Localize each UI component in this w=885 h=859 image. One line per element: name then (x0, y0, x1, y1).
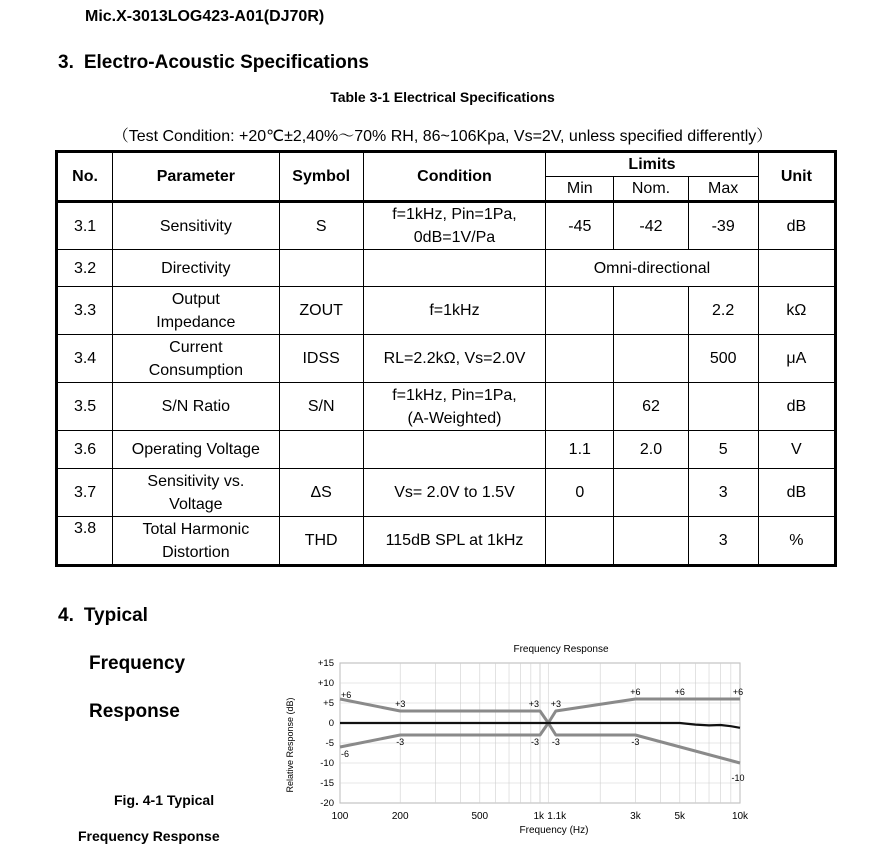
frequency-response-chart (276, 638, 756, 838)
section-4-title: Typical (83, 605, 148, 626)
limit-label: +6 (674, 687, 685, 697)
header-limits: Limits (546, 152, 759, 177)
cell-max: 2.2 (688, 287, 758, 335)
cell-parameter: Directivity (113, 250, 279, 287)
header-nom: Nom. (614, 177, 688, 202)
section-3-heading (58, 52, 369, 74)
x-tick-label: 200 (391, 811, 409, 822)
limit-label: +6 (341, 690, 352, 700)
cell-condition (363, 431, 545, 469)
y-tick-label: -15 (320, 778, 334, 789)
document-id: Mic.X-3013LOG423-A01(DJ70R) (85, 8, 325, 25)
cell-nom (614, 287, 688, 335)
cell-no: 3.8 (57, 517, 113, 566)
x-tick-label: 500 (471, 811, 489, 822)
cell-unit: dB (758, 469, 835, 517)
table-row (57, 250, 836, 287)
limit-label: -3 (396, 737, 405, 747)
y-tick-label: +5 (323, 698, 334, 709)
cell-condition: f=1kHz, Pin=1Pa, 0dB=1V/Pa (363, 202, 545, 250)
cell-min: -45 (546, 202, 614, 250)
y-tick-label: 0 (328, 718, 334, 729)
cell-condition: RL=2.2kΩ, Vs=2.0V (363, 335, 545, 383)
section-4-number: 4. (58, 605, 74, 626)
cell-parameter: S/N Ratio (113, 383, 279, 431)
cell-parameter: Operating Voltage (113, 431, 279, 469)
header-no: No. (57, 152, 113, 202)
cell-min: 1.1 (546, 431, 614, 469)
table-row (57, 335, 836, 383)
cell-min (546, 383, 614, 431)
cell-symbol: ZOUT (279, 287, 363, 335)
limit-label: +6 (630, 687, 641, 697)
cell-unit: % (758, 517, 835, 566)
cell-condition: Vs= 2.0V to 1.5V (363, 469, 545, 517)
cell-parameter: Total Harmonic Distortion (113, 517, 279, 566)
cell-no: 3.7 (57, 469, 113, 517)
table-row (57, 517, 836, 566)
y-tick-label: +10 (317, 678, 334, 689)
section-4-title-line-2: Frequency (89, 653, 186, 674)
cell-max: 3 (688, 469, 758, 517)
cell-nom (614, 517, 688, 566)
cell-parameter: Output Impedance (113, 287, 279, 335)
limit-label: +3 (395, 699, 406, 709)
figure-caption-line-2: Frequency Response (78, 828, 220, 844)
limit-label: +6 (732, 687, 744, 697)
cell-condition: 115dB SPL at 1kHz (363, 517, 545, 566)
cell-no: 3.4 (57, 335, 113, 383)
table-row (57, 287, 836, 335)
limit-label: -3 (631, 737, 640, 747)
cell-nom: -42 (614, 202, 688, 250)
x-tick-label: 5k (674, 811, 686, 822)
cell-symbol: THD (279, 517, 363, 566)
table-row (57, 431, 836, 469)
cell-nom (614, 469, 688, 517)
spec-table (55, 150, 837, 567)
header-max: Max (688, 177, 758, 202)
header-condition: Condition (363, 152, 545, 202)
cell-nom: 2.0 (614, 431, 688, 469)
cell-condition: f=1kHz (363, 287, 545, 335)
cell-nom (614, 335, 688, 383)
cell-parameter: Sensitivity (113, 202, 279, 250)
cell-max: 5 (688, 431, 758, 469)
cell-no: 3.1 (57, 202, 113, 250)
limit-label: +3 (528, 699, 539, 709)
table-caption: Table 3-1 Electrical Specifications (330, 89, 555, 105)
header-min: Min (546, 177, 614, 202)
limit-label: +3 (550, 699, 561, 709)
table-row (57, 202, 836, 250)
cell-no: 3.5 (57, 383, 113, 431)
cell-min (546, 287, 614, 335)
header-unit: Unit (758, 152, 835, 202)
cell-min: 0 (546, 469, 614, 517)
cell-symbol (279, 250, 363, 287)
chart-x-label: Frequency (Hz) (519, 825, 589, 836)
cell-max: 500 (688, 335, 758, 383)
cell-symbol: S (279, 202, 363, 250)
cell-unit: dB (758, 202, 835, 250)
x-tick-label: 1k (533, 811, 544, 822)
cell-unit (758, 250, 835, 287)
limit-label: -10 (731, 773, 745, 783)
y-tick-label: -20 (320, 798, 334, 809)
cell-parameter: Current Consumption (113, 335, 279, 383)
header-symbol: Symbol (279, 152, 363, 202)
limit-label: -6 (341, 749, 350, 759)
section-4-heading (58, 605, 148, 627)
x-tick-label: 1.1k (547, 811, 567, 822)
section-4-title-line-3: Response (89, 701, 180, 722)
x-tick-label: 3k (630, 811, 641, 822)
cell-min (546, 335, 614, 383)
limit-label: -3 (530, 737, 539, 747)
cell-no: 3.3 (57, 287, 113, 335)
cell-condition (363, 250, 545, 287)
table-row (57, 469, 836, 517)
section-3-number: 3. (58, 52, 74, 73)
limit-label: -3 (551, 737, 560, 747)
cell-unit: kΩ (758, 287, 835, 335)
cell-unit: dB (758, 383, 835, 431)
cell-max: 3 (688, 517, 758, 566)
x-tick-label: 10k (731, 811, 749, 822)
header-parameter: Parameter (113, 152, 279, 202)
section-3-title: Electro-Acoustic Specifications (83, 52, 369, 73)
cell-symbol: ΔS (279, 469, 363, 517)
cell-no: 3.2 (57, 250, 113, 287)
figure-caption-line-1: Fig. 4-1 Typical (114, 792, 215, 808)
cell-symbol: IDSS (279, 335, 363, 383)
cell-unit: μA (758, 335, 835, 383)
cell-condition: f=1kHz, Pin=1Pa, (A-Weighted) (363, 383, 545, 431)
cell-parameter: Sensitivity vs. Voltage (113, 469, 279, 517)
chart-title: Frequency Response (513, 644, 609, 655)
y-tick-label: +15 (317, 658, 334, 669)
cell-limits-span: Omni-directional (546, 250, 759, 287)
chart-y-label: Relative Response (dB) (285, 697, 295, 793)
table-row (57, 383, 836, 431)
y-tick-label: -5 (325, 738, 334, 749)
cell-symbol: S/N (279, 383, 363, 431)
cell-symbol (279, 431, 363, 469)
cell-no: 3.6 (57, 431, 113, 469)
cell-nom: 62 (614, 383, 688, 431)
x-tick-label: 100 (331, 811, 349, 822)
test-condition: （Test Condition: +20℃±2,40%～70% RH, 86~106Kpa, Vs=2V, unless specified differently） (112, 128, 773, 145)
y-tick-label: -10 (320, 758, 334, 769)
cell-min (546, 517, 614, 566)
cell-max (688, 383, 758, 431)
cell-max: -39 (688, 202, 758, 250)
cell-unit: V (758, 431, 835, 469)
